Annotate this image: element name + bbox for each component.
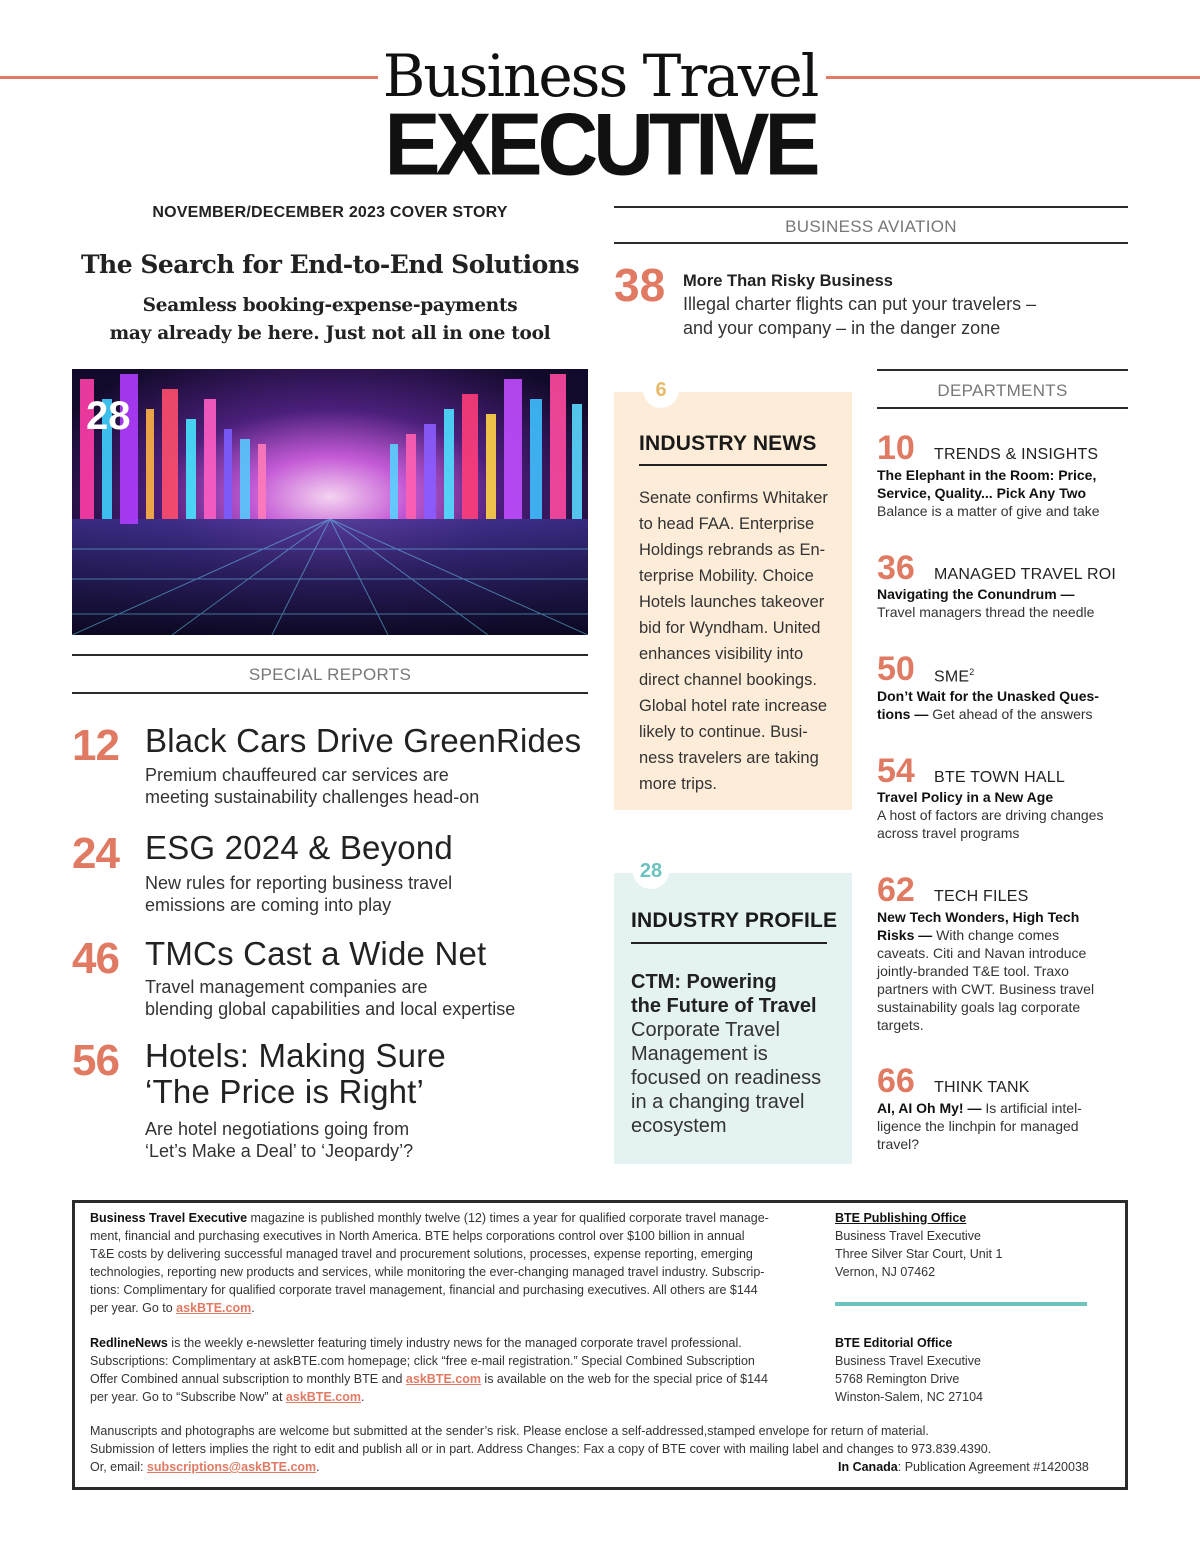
masthead-executive: EXECUTIVE	[384, 94, 816, 194]
department-page-number: 36	[877, 549, 915, 587]
department-body	[877, 585, 1122, 621]
para-text: .	[251, 1301, 255, 1315]
departments-heading: DEPARTMENTS	[937, 381, 1068, 400]
category-text: SME	[934, 668, 970, 686]
masthead-rule-right	[826, 76, 1200, 79]
department-desc: A host of factors are driving changes	[877, 807, 1104, 823]
askbte-link[interactable]: askBTE.com	[285, 1390, 361, 1404]
industry-profile-title[interactable]	[631, 970, 841, 1018]
canada-text: : Publication Agreement #1420038	[897, 1460, 1089, 1474]
department-desc: Get ahead of the answers	[932, 706, 1093, 722]
para-text: tions: Complimentary for qualified corporate travel management, financial and purchasing executives. All others are $144	[90, 1283, 758, 1297]
profile-line: in a changing travel	[631, 1091, 805, 1113]
desc-line: New rules for reporting business travel	[145, 873, 453, 893]
report-description	[145, 1118, 565, 1162]
para-text: Manuscripts and photographs are welcome but submitted at the sender’s risk. Please enclose a self-addressed,stamped envelope for return of material.	[90, 1424, 929, 1438]
profile-line: Corporate Travel	[631, 1019, 780, 1041]
para-text: per year. Go to “Subscribe Now” at	[90, 1390, 286, 1404]
news-line: terprise Mobility. Choice	[639, 567, 814, 585]
canada-label: In Canada	[838, 1460, 898, 1474]
report-page-number: 46	[72, 934, 119, 983]
profile-line: focused on readiness	[631, 1067, 822, 1089]
department-desc: caveats. Citi and Navan introduce	[877, 945, 1087, 961]
news-line: direct channel bookings.	[639, 671, 817, 689]
department-title[interactable]: Service, Quality... Pick Any Two	[877, 485, 1087, 501]
publishing-office	[835, 1209, 1095, 1281]
department-category	[934, 667, 975, 686]
industry-news-page-badge: 6	[643, 372, 679, 408]
aviation-description	[683, 292, 1103, 340]
news-line: enhances visibility into	[639, 645, 804, 663]
department-desc: Is artificial intel-	[985, 1100, 1082, 1116]
department-body	[877, 687, 1122, 723]
category-superscript: 2	[969, 667, 975, 677]
desc-line: Premium chauffeured car services are	[145, 765, 449, 785]
department-body	[877, 466, 1122, 520]
department-page-number: 66	[877, 1062, 915, 1100]
address-line: Three Silver Star Court, Unit 1	[835, 1247, 1003, 1261]
industry-news-heading: INDUSTRY NEWS	[639, 432, 817, 455]
aviation-title[interactable]: More Than Risky Business	[683, 272, 893, 290]
cover-sub-line: Seamless booking-expense-payments	[142, 295, 518, 316]
report-description	[145, 872, 565, 916]
masthead-title: Business Travel	[382, 42, 818, 110]
address-line: Business Travel Executive	[835, 1229, 981, 1243]
special-reports-rule	[72, 654, 588, 656]
news-line: more trips.	[639, 775, 717, 793]
desc-line: meeting sustainability challenges head-on	[145, 787, 480, 807]
para-text: technologies, reporting new products and services, while monitoring the ever-changing managed travel industry. Subscrip-	[90, 1265, 765, 1279]
redline-news-name: RedlineNews	[90, 1336, 168, 1350]
department-title[interactable]: Risks	[877, 927, 915, 943]
news-line: Senate confirms Whitaker	[639, 489, 828, 507]
business-aviation-heading: BUSINESS AVIATION	[785, 217, 957, 236]
cover-story-headline[interactable]: The Search for End-to-End Solutions	[80, 250, 580, 279]
masthead-rule-left	[0, 76, 378, 79]
desc-line: Illegal charter flights can put your travelers –	[683, 294, 1037, 314]
news-line: to head FAA. Enterprise	[639, 515, 815, 533]
department-desc: targets.	[877, 1017, 924, 1033]
address-line: Vernon, NJ 07462	[835, 1265, 936, 1279]
department-category: TRENDS & INSIGHTS	[934, 446, 1099, 463]
news-line: ness travelers are taking	[639, 749, 819, 767]
business-aviation-rule	[614, 206, 1128, 208]
industry-profile-page-badge: 28	[633, 853, 669, 889]
department-body	[877, 908, 1122, 1034]
em-dash: —	[910, 706, 933, 722]
para-text: is the weekly e-newsletter featuring timely industry news for the managed corporate travel professional.	[167, 1336, 742, 1350]
askbte-link[interactable]: askBTE.com	[405, 1372, 481, 1386]
industry-profile-heading: INDUSTRY PROFILE	[631, 909, 838, 932]
profile-line: ecosystem	[631, 1115, 727, 1137]
department-desc: partners with CWT. Business travel	[877, 981, 1095, 997]
report-page-number: 56	[72, 1036, 119, 1085]
report-description	[145, 764, 565, 808]
report-title[interactable]	[145, 1038, 446, 1110]
department-title[interactable]: Navigating the Conundrum	[877, 586, 1057, 602]
para-text: is available on the web for the special price of $144	[480, 1372, 768, 1386]
cover-image[interactable]	[72, 369, 588, 635]
department-category: BTE TOWN HALL	[934, 769, 1065, 786]
department-desc: Travel managers thread the needle	[877, 604, 1095, 620]
title-line: CTM: Powering	[631, 971, 777, 993]
department-body	[877, 1099, 1122, 1153]
report-title[interactable]: ESG 2024 & Beyond	[145, 829, 453, 866]
department-title[interactable]: tions	[877, 706, 911, 722]
report-description	[145, 976, 585, 1020]
report-page-number: 24	[72, 829, 119, 878]
report-page-number: 12	[72, 721, 119, 770]
em-dash: —	[914, 927, 937, 943]
department-desc: ligence the linchpin for managed	[877, 1118, 1079, 1134]
department-title[interactable]: Don’t Wait for the Unasked Ques-	[877, 688, 1099, 704]
profile-line: Management is	[631, 1043, 768, 1065]
teal-divider	[835, 1302, 1087, 1306]
news-line: Global hotel rate increase	[639, 697, 828, 715]
para-text: per year. Go to	[90, 1301, 177, 1315]
industry-news-body	[639, 485, 839, 797]
report-title[interactable]: Black Cars Drive GreenRides	[145, 722, 582, 759]
department-desc: With change comes	[936, 927, 1060, 943]
subscriptions-email-link[interactable]: subscriptions@askBTE.com	[146, 1460, 317, 1474]
department-body	[877, 788, 1122, 842]
em-dash: —	[1056, 586, 1075, 602]
desc-line: and your company – in the danger zone	[683, 318, 1001, 338]
address-line: Business Travel Executive	[835, 1354, 981, 1368]
department-desc: across travel programs	[877, 825, 1020, 841]
para-text: Submission of letters implies the right to edit and publish all or in part. Address Changes: Fax a copy of BTE cover with mailing label and changes to 973.839.4390.	[90, 1442, 992, 1456]
editorial-office	[835, 1334, 1095, 1406]
address-line: 5768 Remington Drive	[835, 1372, 960, 1386]
neon-city-illustration	[72, 369, 588, 635]
news-line: Holdings rebrands as En-	[639, 541, 826, 559]
department-page-number: 10	[877, 429, 915, 467]
cover-story-label: NOVEMBER/DECEMBER 2023 COVER STORY	[152, 204, 508, 221]
desc-line: Travel management companies are	[145, 977, 428, 997]
special-reports-rule	[72, 692, 588, 694]
publishing-office-heading: BTE Publishing Office	[835, 1211, 967, 1225]
department-category: TECH FILES	[934, 888, 1029, 905]
title-line: the Future of Travel	[631, 995, 817, 1017]
special-reports-heading: SPECIAL REPORTS	[248, 665, 412, 684]
industry-news-rule	[639, 464, 827, 466]
editorial-office-heading: BTE Editorial Office	[835, 1336, 953, 1350]
news-line: Hotels launches takeover	[639, 593, 825, 611]
redline-news-paragraph	[90, 1334, 820, 1406]
para-text: T&E costs by delivering successful managed travel and procurement solutions, processes, expense reporting, emerging	[90, 1247, 753, 1261]
bte-about-paragraph	[90, 1209, 815, 1317]
cover-story-page-number: 28	[86, 394, 131, 438]
title-line: ‘The Price is Right’	[145, 1073, 425, 1110]
desc-line: blending global capabilities and local expertise	[145, 999, 516, 1019]
askbte-link[interactable]: askBTE.com	[176, 1301, 252, 1315]
department-title[interactable]: Travel Policy in a New Age	[877, 789, 1054, 805]
department-title[interactable]: New Tech Wonders, High Tech	[877, 909, 1080, 925]
para-text: .	[360, 1390, 365, 1404]
para-text: .	[316, 1460, 320, 1474]
department-desc: jointly-branded T&E tool. Traxo	[877, 963, 1069, 979]
department-category: MANAGED TRAVEL ROI	[934, 566, 1117, 583]
em-dash: —	[963, 1100, 986, 1116]
department-desc: travel?	[877, 1136, 920, 1152]
para-text: ment, financial and purchasing executives in North America. BTE helps corporations control over $100 billion in annual	[90, 1229, 745, 1243]
department-category: THINK TANK	[934, 1079, 1030, 1096]
industry-profile-body	[631, 1018, 841, 1138]
industry-profile-rule	[631, 942, 827, 944]
para-text: magazine is published monthly twelve (12) times a year for qualified corporate travel manage-	[247, 1211, 769, 1225]
desc-line: ‘Let’s Make a Deal’ to ‘Jeopardy’?	[145, 1141, 414, 1161]
para-text: Or, email:	[90, 1460, 147, 1474]
business-aviation-rule	[614, 242, 1128, 244]
cover-sub-line: may already be here. Just not all in one tool	[109, 323, 551, 344]
news-line: likely to continue. Busi-	[639, 723, 808, 741]
department-title[interactable]: AI, AI Oh My!	[877, 1100, 964, 1116]
cover-story-subhead	[72, 292, 588, 348]
desc-line: emissions are coming into play	[145, 895, 392, 915]
title-line: Hotels: Making Sure	[145, 1037, 446, 1074]
department-title[interactable]: The Elephant in the Room: Price,	[877, 467, 1097, 483]
departments-rule	[877, 369, 1128, 371]
departments-rule	[877, 407, 1128, 409]
desc-line: Are hotel negotiations going from	[145, 1119, 410, 1139]
bte-name: Business Travel Executive	[90, 1211, 248, 1225]
aviation-page-number: 38	[614, 259, 666, 311]
para-text: Subscriptions: Complimentary at askBTE.com homepage; click “free e-mail registration.” Special Combined Subscription	[90, 1354, 755, 1368]
department-page-number: 54	[877, 752, 915, 790]
address-line: Winston-Salem, NC 27104	[835, 1390, 983, 1404]
department-page-number: 62	[877, 871, 915, 909]
department-desc: Balance is a matter of give and take	[877, 503, 1100, 519]
canada-agreement	[838, 1458, 1118, 1476]
para-text: Offer Combined annual subscription to monthly BTE and	[90, 1372, 406, 1386]
department-page-number: 50	[877, 650, 915, 688]
news-line: bid for Wyndham. United	[639, 619, 821, 637]
department-desc: sustainability goals lag corporate	[877, 999, 1081, 1015]
report-title[interactable]: TMCs Cast a Wide Net	[145, 935, 487, 972]
